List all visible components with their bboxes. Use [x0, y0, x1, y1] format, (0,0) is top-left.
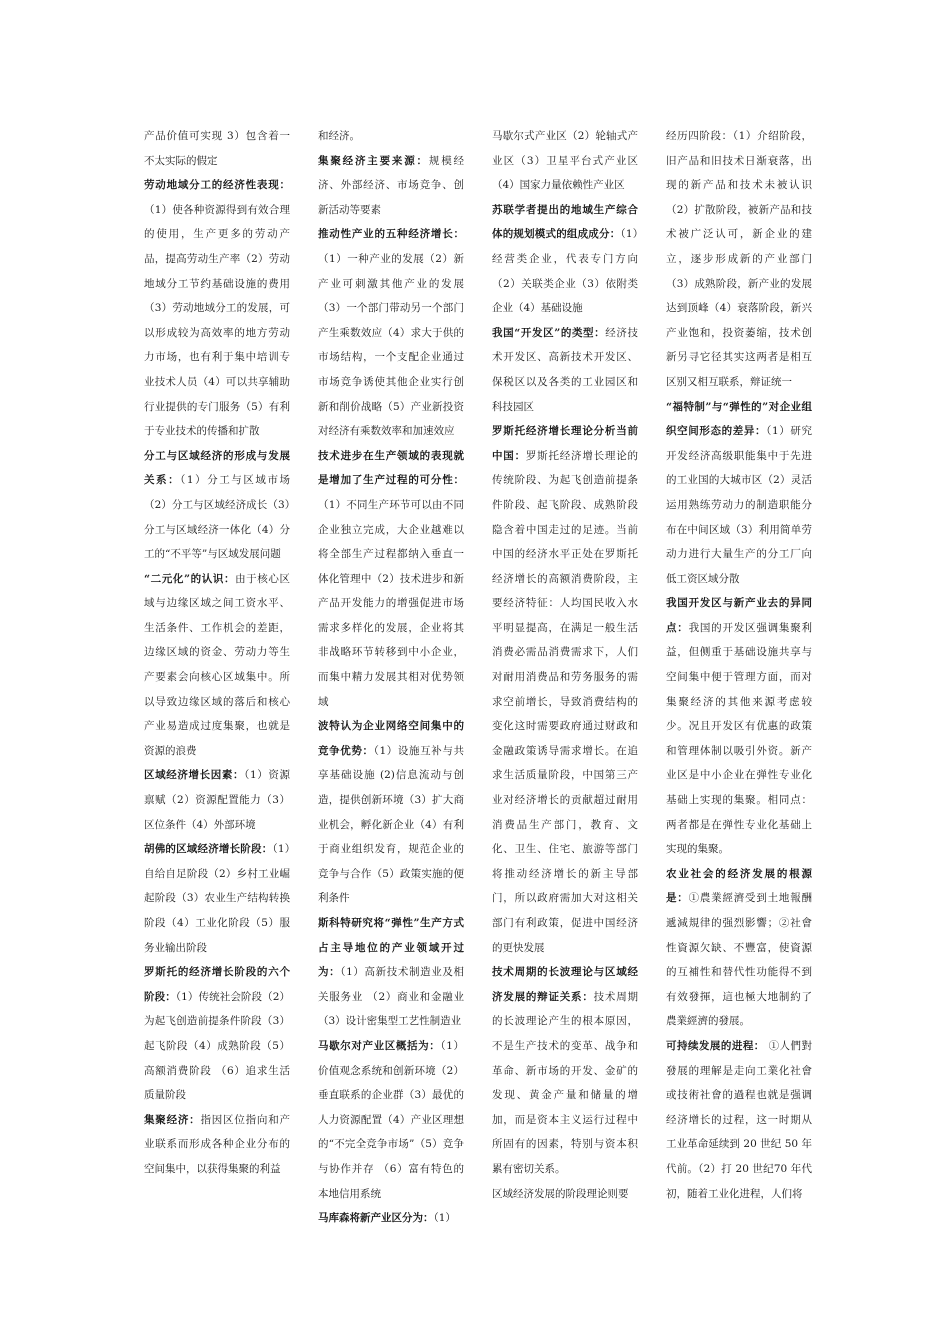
paragraph [318, 1206, 464, 1231]
paragraph-heading: 集聚经济主要来源： [318, 154, 429, 167]
paragraph-body: （1）高新技术制造业及相关服务业 （2）商业和金融业（3）设计密集型工艺性制造业 [318, 966, 465, 1028]
paragraph [666, 124, 812, 395]
paragraph-heading: 罗斯托经济增长理论分析当前中国： [492, 425, 638, 462]
paragraph-body: 区域经济发展的阶段理论则要 [492, 1187, 629, 1200]
paragraph-heading: 胡佛的区域经济增长阶段： [144, 843, 273, 856]
paragraph-heading: 波特认为企业网络空间集中的竞争优势： [318, 720, 464, 757]
paragraph [144, 444, 290, 567]
paragraph-body: 和经济。 [318, 130, 360, 142]
paragraph-body: 经济技术开发区、高新技术开发区、保税区以及各类的工业园区和科技园区 [492, 326, 638, 413]
paragraph-body: 罗斯托经济增长理论的传统阶段、为起飞创造前提条件阶段、起飞阶段、成熟阶段隐含着中国走过的足迹。当前中国的经济水平正处在罗斯托经济增长的高额消费阶段，主要经济特征：人均国民收入水平明显提高，在满足一般生活消费必需品消费需求下，人们对耐用消费品和劳务服务的需求空前增长，导致消费结构的变化这时需要政府通过财政和金融政策诱导需求增长。在追求生活质量阶段，中国第三产业对经济增长的贡献超过耐用消费品生产部门，教育、文化、卫生、住宅、旅游等部门将推动经济增长的新主导部门，所以政府需加大对这相关部门有利政策，促进中国经济的更快发展 [492, 449, 638, 954]
paragraph-heading: “二元化”的认识： [144, 572, 236, 585]
paragraph [144, 124, 290, 173]
paragraph [492, 960, 638, 1181]
text-column-2 [318, 124, 464, 1231]
paragraph-body: （1）不同生产环节可以由不同企业独立完成，大企业越难以将全部生产过程都纳入垂直一体化管理中（2）技术进步和新产品开发能力的增强促进市场需求多样化的发展，企业将其非战略环节转移到中小企业，而集中精力发展其相对优势领域 [318, 498, 464, 708]
paragraph [492, 321, 638, 419]
paragraph-heading: 农业社会的经济发展的根源是： [666, 867, 812, 905]
paragraph-body: （1）自给自足阶段（2）乡村工业崛起阶段（3）农业生产结构转换阶段（4）工业化阶段（5）服务业输出阶段 [144, 843, 291, 954]
paragraph [144, 960, 290, 1108]
paragraph-heading: 马库森将新产业区分为： [318, 1212, 434, 1225]
paragraph-body: 规模经济、外部经济、市场竞争、创新活动等要素 [318, 154, 465, 216]
paragraph-body: ①農業經濟受到土地報酬遞減規律的强烈影響；②社會性資源欠缺、不豐富，使資源的互補性和替代性功能得不到有效發揮，這也極大地制約了農業經濟的發展。 [666, 892, 813, 1028]
paragraph-body: 技术周期的长波理论产生的根本原因，不是生产技术的变革、战争和革命、新市场的开发、金矿的发现、黄金产量和储量的增加，而是资本主义运行过程中所固有的因素，特别与资本积累有密切关系。 [492, 990, 638, 1175]
paragraph-heading: 区域经济增长因素： [144, 769, 245, 782]
paragraph-body: 由于核心区域与边缘区域之间工资水平、生活条件、工作机会的差距，边缘区域的资金、劳动力等生产要素会向核心区域集中。所以导致边缘区域的落后和核心产业易造成过度集聚，也就是资源的浪费 [144, 572, 290, 757]
paragraph [318, 149, 464, 223]
paragraph [318, 1034, 464, 1206]
paragraph-body: （1） [433, 1212, 456, 1225]
paragraph-heading: 马歇尔对产业区概括为： [318, 1039, 441, 1052]
paragraph [492, 198, 638, 321]
paragraph [318, 222, 464, 443]
paragraph-heading: 推动性产业的五种经济增长： [318, 228, 464, 241]
paragraph-body: 产品价值可实现 3）包含着一不太实际的假定 [144, 130, 290, 167]
paragraph [144, 837, 290, 960]
paragraph [666, 395, 812, 592]
paragraph-heading: “福特制”与“弹性的”对企业组织空间形态的差异： [666, 400, 812, 438]
paragraph [144, 763, 290, 837]
paragraph [318, 444, 464, 715]
paragraph-heading: 技术周期的长波理论与区域经济发展的辩证关系： [492, 966, 638, 1003]
paragraph-body: ①人們對發展的理解是走向工業化社會或技術社會的過程也就是强调经济增长的过程，这一时期从工业革命延续到 20 世纪 50 年代前。（2）打 20 世纪70 年代初，随着工业化进程，人们将 [666, 1039, 812, 1200]
paragraph-body: （1）资源禀赋（2）资源配置能力（3）区位条件（4）外部环境 [144, 769, 291, 831]
paragraph-heading: 劳动地域分工的经济性表现： [144, 179, 290, 192]
paragraph [666, 591, 812, 862]
paragraph-body: （1）传统社会阶段（2）为起飞创造前提条件阶段（3）起飞阶段（4）成熟阶段（5）高额消费阶段 （6）追求生活质量阶段 [144, 990, 290, 1102]
text-column-3 [492, 124, 638, 1206]
text-column-1 [144, 124, 290, 1182]
paragraph [318, 911, 464, 1034]
paragraph [492, 419, 638, 960]
paragraph [666, 1034, 812, 1206]
paragraph-body: 经历四阶段：（1）介绍阶段，旧产品和旧技术日渐衰落，出现的新产品和技术未被认识（2）扩散阶段，被新产品和技术被广泛认可，新企业的建立，逐步形成新的产业部门（3）成熟阶段，新产业的发展达到顶峰（4）衰落阶段，新兴产业饱和，投资萎缩，技术创新另寻它径其实这两者是相互区别又相互联系，辩证统一 [666, 130, 812, 388]
paragraph [666, 862, 812, 1034]
paragraph-heading: 苏联学者提出的地域生产综合体的规划模式的组成成分： [492, 203, 638, 241]
paragraph-body: （1）研究开发经济高级职能集中于先进的工业国的大城市区（2）灵活运用熟练劳动力的制造职能分布在中间区域（3）利用简单劳动力进行大量生产的分工厂向低工资区域分散 [666, 425, 813, 585]
paragraph-body: （1）价值观念系统和创新环境（2）垂直联系的企业群（3）最优的人力资源配置（4）产业区理想的“不完全竞争市场”（5）竞争与协作并存 （6）富有特色的本地信用系统 [318, 1039, 464, 1200]
paragraph [318, 714, 464, 911]
paragraph-body: 指因区位指向和产业联系而形成各种企业分布的空间集中，以获得集聚的利益 [144, 1113, 291, 1175]
paragraph-body: （1）经营类企业，代表专门方向 （2）关联类企业（3）依附类企业（4）基础设施 [492, 228, 639, 315]
paragraph [492, 124, 638, 198]
paragraph-heading: 我国“开发区”的类型： [492, 326, 606, 339]
paragraph-heading: 可持续发展的进程： [666, 1039, 765, 1052]
paragraph-heading: 集聚经济： [144, 1113, 201, 1126]
paragraph-body: （1）一种产业的发展（2）新产业可刺激其他产业的发展（3）一个部门带动另一个部门产生乘数效应（4）求大于供的市场结构，一个支配企业通过市场竞争诱使其他企业实行创新和削价战略（5）产业新投资对经济有乘数效率和加速效应 [318, 252, 464, 438]
paragraph-heading: 分工与区域经济的形成与发展关系： [144, 449, 290, 487]
paragraph-heading: 技术进步在生产领域的表现就是增加了生产过程的可分性： [318, 449, 464, 487]
paragraph-body: （1）使各种资源得到有效合理的使用，生产更多的劳动产品，提高劳动生产率（2）劳动地域分工节约基础设施的费用（3）劳动地域分工的发展，可以形成较为高效率的地方劳动力市场，也有利于集中培训专业技术人员（4）可以共享辅助行业提供的专门服务（5）有利于专业技术的传播和扩散 [144, 203, 290, 438]
paragraph [144, 173, 290, 444]
paragraph-body: （1）设施互补与共享基础设施 (2)信息流动与创造，提供创新环境（3）扩大商业机会，孵化新企业（4）有利于商业组织发育，规范企业的竞争与合作（5）政策实施的便利条件 [318, 744, 465, 905]
paragraph-body: 马歇尔式产业区（2）轮轴式产业区（3）卫星平台式产业区（4）国家力量依赖性产业区 [492, 130, 638, 192]
paragraph-heading: 罗斯托的经济增长阶段的六个阶段： [144, 966, 290, 1003]
paragraph [318, 124, 464, 149]
paragraph-body: 我国的开发区强调集聚利益，但侧重于基础设施共享与空间集中便于管理方面，而对集聚经济的其他来源考虑较少。况且开发区有优惠的政策和管理体制以吸引外资。新产业区是中小企业在弹性专业化基础上实现的集聚。相同点：两者都是在弹性专业化基础上实现的集聚。 [666, 621, 813, 856]
paragraph-heading: 斯科特研究将“弹性”生产方式占主导地位的产业领域开过为： [318, 917, 464, 979]
paragraph-heading: 我国开发区与新产业去的异同点： [666, 597, 812, 634]
paragraph [492, 1182, 638, 1207]
paragraph-body: （1）分工与区域市场（2）分工与区域经济成长（3）分工与区域经济一体化（4）分工的“不平等”与区域发展问题 [144, 474, 290, 561]
paragraph [144, 567, 290, 764]
text-column-4 [666, 124, 812, 1206]
paragraph [144, 1108, 290, 1182]
